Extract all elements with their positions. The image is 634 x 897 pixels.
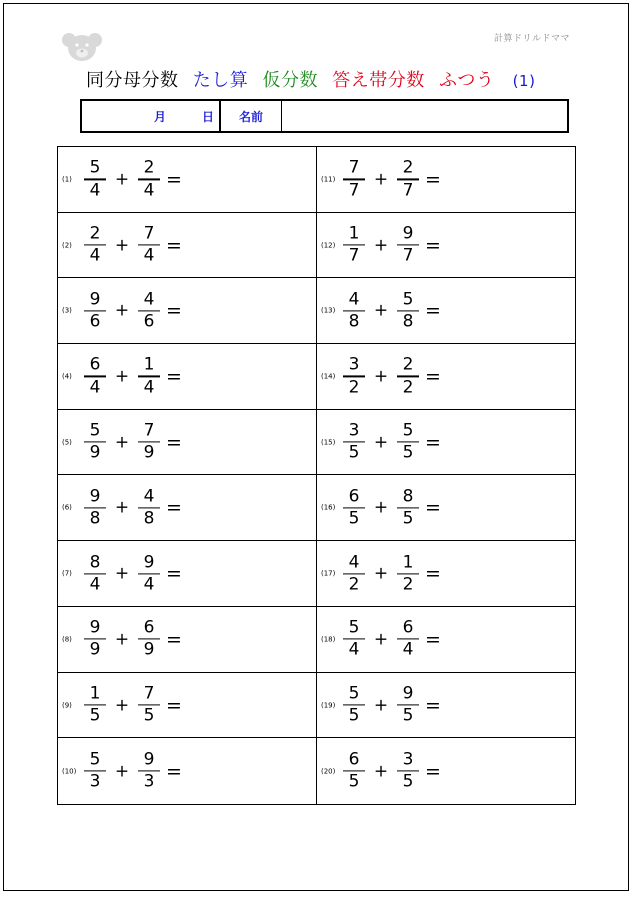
fraction-a [343, 553, 365, 594]
numerator: 5 [89, 749, 101, 770]
equals-sign: = [166, 431, 182, 454]
title-sheet-number: (1) [512, 72, 536, 90]
fraction-b [138, 751, 160, 792]
equals-sign: = [425, 562, 441, 585]
problem-cell[interactable] [58, 278, 317, 344]
fraction-b [138, 159, 160, 200]
fraction-b [397, 422, 419, 463]
fraction-b [397, 487, 419, 528]
problem-cell[interactable] [317, 607, 575, 673]
numerator: 5 [402, 420, 414, 441]
problem [321, 619, 441, 660]
denominator: 4 [143, 179, 155, 200]
denominator: 4 [89, 245, 101, 266]
fraction-b [138, 553, 160, 594]
fraction-b [397, 356, 419, 397]
denominator: 3 [143, 771, 155, 792]
plus-sign: + [114, 366, 130, 387]
numerator: 3 [348, 420, 360, 441]
denominator: 2 [348, 574, 360, 595]
problem [321, 553, 441, 594]
equals-sign: = [425, 234, 441, 257]
numerator: 5 [348, 617, 360, 638]
title-fraction-type: 仮分数 [262, 70, 318, 91]
numerator: 2 [89, 223, 101, 244]
problem [62, 356, 182, 397]
denominator: 4 [89, 377, 101, 398]
numerator: 6 [89, 354, 101, 375]
fraction-a [84, 356, 106, 397]
problem [321, 684, 441, 725]
denominator: 5 [143, 705, 155, 726]
fraction-a [343, 290, 365, 331]
fraction-a [343, 487, 365, 528]
numerator: 3 [348, 354, 360, 375]
equals-sign: = [166, 365, 182, 388]
numerator: 6 [143, 617, 155, 638]
problem-number: (3) [62, 306, 72, 315]
fraction-b [138, 356, 160, 397]
problem-cell[interactable] [58, 673, 317, 739]
numerator: 1 [348, 223, 360, 244]
problem-number: (10) [62, 767, 77, 776]
numerator: 9 [89, 289, 101, 310]
fraction-b [397, 224, 419, 265]
problem [62, 619, 182, 660]
problem-cell[interactable] [58, 475, 317, 541]
problem-number: (13) [321, 306, 336, 315]
problem [62, 159, 182, 200]
fraction-b [138, 224, 160, 265]
equals-sign: = [166, 628, 182, 651]
name-field[interactable] [282, 101, 567, 131]
plus-sign: + [114, 694, 130, 715]
fraction-a [343, 224, 365, 265]
fraction-b [138, 684, 160, 725]
numerator: 7 [143, 420, 155, 441]
problem-number: (19) [321, 700, 336, 709]
fraction-b [397, 159, 419, 200]
problem [321, 159, 441, 200]
problem-cell[interactable] [317, 278, 575, 344]
denominator: 7 [348, 179, 360, 200]
denominator: 4 [143, 377, 155, 398]
fraction-b [397, 684, 419, 725]
numerator: 5 [348, 683, 360, 704]
problem [321, 422, 441, 463]
problem-number: (12) [321, 241, 336, 250]
equals-sign: = [166, 496, 182, 519]
denominator: 9 [143, 442, 155, 463]
problem-cell[interactable] [58, 147, 317, 213]
plus-sign: + [373, 169, 389, 190]
numerator: 6 [402, 617, 414, 638]
plus-sign: + [373, 761, 389, 782]
equals-sign: = [425, 496, 441, 519]
denominator: 5 [348, 771, 360, 792]
title-answer-type: 答え帯分数 [332, 70, 425, 91]
problem-cell[interactable] [317, 475, 575, 541]
date-name-bar [80, 99, 569, 133]
plus-sign: + [114, 629, 130, 650]
plus-sign: + [114, 235, 130, 256]
denominator: 4 [89, 179, 101, 200]
problem-cell[interactable] [317, 213, 575, 279]
fraction-a [84, 159, 106, 200]
denominator: 2 [402, 377, 414, 398]
problem [321, 356, 441, 397]
plus-sign: + [114, 169, 130, 190]
equals-sign: = [166, 234, 182, 257]
numerator: 4 [143, 289, 155, 310]
problem-number: (2) [62, 241, 72, 250]
plus-sign: + [373, 366, 389, 387]
denominator: 5 [348, 442, 360, 463]
fraction-a [84, 553, 106, 594]
plus-sign: + [114, 497, 130, 518]
problem-number: (18) [321, 635, 336, 644]
denominator: 4 [402, 639, 414, 660]
fraction-a [343, 684, 365, 725]
equals-sign: = [166, 562, 182, 585]
problem-number: (1) [62, 175, 72, 184]
numerator: 9 [143, 749, 155, 770]
problem [62, 422, 182, 463]
numerator: 8 [89, 551, 101, 572]
plus-sign: + [373, 629, 389, 650]
numerator: 4 [348, 289, 360, 310]
fraction-a [84, 751, 106, 792]
numerator: 5 [89, 420, 101, 441]
fraction-b [138, 422, 160, 463]
denominator: 5 [402, 442, 414, 463]
plus-sign: + [373, 235, 389, 256]
denominator: 5 [89, 705, 101, 726]
problem-cell[interactable] [317, 147, 575, 213]
problem [321, 290, 441, 331]
problem-grid [57, 146, 576, 805]
plus-sign: + [114, 300, 130, 321]
numerator: 6 [348, 486, 360, 507]
problem-cell[interactable] [58, 213, 317, 279]
equals-sign: = [166, 299, 182, 322]
page-title [86, 66, 543, 92]
numerator: 8 [402, 486, 414, 507]
denominator: 6 [143, 311, 155, 332]
denominator: 7 [402, 179, 414, 200]
equals-sign: = [425, 431, 441, 454]
title-topic: 同分母分数 [86, 70, 179, 91]
fraction-a [343, 159, 365, 200]
numerator: 9 [402, 683, 414, 704]
numerator: 7 [143, 223, 155, 244]
denominator: 5 [402, 508, 414, 529]
fraction-b [397, 290, 419, 331]
equals-sign: = [166, 760, 182, 783]
plus-sign: + [373, 563, 389, 584]
denominator: 4 [348, 639, 360, 660]
plus-sign: + [373, 497, 389, 518]
problem-cell[interactable] [58, 410, 317, 476]
plus-sign: + [373, 300, 389, 321]
fraction-a [84, 487, 106, 528]
denominator: 9 [89, 639, 101, 660]
problem-cell[interactable] [317, 673, 575, 739]
fraction-b [397, 619, 419, 660]
problem-number: (9) [62, 700, 72, 709]
bear-logo-icon [61, 31, 103, 63]
problem [62, 751, 182, 792]
numerator: 5 [402, 289, 414, 310]
equals-sign: = [425, 760, 441, 783]
equals-sign: = [425, 299, 441, 322]
problem [62, 224, 182, 265]
problem-number: (17) [321, 569, 336, 578]
denominator: 4 [143, 245, 155, 266]
fraction-b [138, 487, 160, 528]
fraction-a [84, 684, 106, 725]
problem [321, 487, 441, 528]
title-operation: たし算 [192, 70, 249, 91]
name-label: 名前 [221, 101, 282, 131]
denominator: 2 [348, 377, 360, 398]
problem-number: (7) [62, 569, 72, 578]
problem [321, 751, 441, 792]
problem-cell[interactable] [317, 541, 575, 607]
day-label: 日 [202, 110, 215, 124]
problem-cell[interactable] [58, 541, 317, 607]
denominator: 6 [89, 311, 101, 332]
denominator: 8 [348, 311, 360, 332]
fraction-b [138, 619, 160, 660]
fraction-b [138, 290, 160, 331]
denominator: 5 [402, 705, 414, 726]
plus-sign: + [373, 694, 389, 715]
numerator: 6 [348, 749, 360, 770]
fraction-a [343, 356, 365, 397]
numerator: 2 [402, 354, 414, 375]
problem-cell[interactable] [58, 607, 317, 673]
denominator: 5 [348, 705, 360, 726]
fraction-a [343, 422, 365, 463]
denominator: 8 [89, 508, 101, 529]
problem-number: (6) [62, 503, 72, 512]
problem-cell[interactable] [317, 738, 575, 804]
brand-name: 計算ドリルドママ [493, 34, 570, 44]
denominator: 7 [348, 245, 360, 266]
problem [62, 553, 182, 594]
numerator: 1 [89, 683, 101, 704]
problem [62, 684, 182, 725]
denominator: 5 [402, 771, 414, 792]
numerator: 1 [143, 354, 155, 375]
problem-cell[interactable] [317, 344, 575, 410]
problem [62, 487, 182, 528]
equals-sign: = [425, 168, 441, 191]
numerator: 1 [402, 551, 414, 572]
numerator: 5 [89, 157, 101, 178]
fraction-a [84, 290, 106, 331]
numerator: 9 [402, 223, 414, 244]
numerator: 4 [143, 486, 155, 507]
date-field[interactable] [82, 101, 221, 131]
equals-sign: = [166, 168, 182, 191]
fraction-b [397, 553, 419, 594]
numerator: 4 [348, 551, 360, 572]
fraction-b [397, 751, 419, 792]
numerator: 9 [89, 486, 101, 507]
problem-number: (4) [62, 372, 72, 381]
fraction-a [84, 619, 106, 660]
numerator: 2 [402, 157, 414, 178]
problem [62, 290, 182, 331]
problem-number: (15) [321, 438, 336, 447]
fraction-a [343, 619, 365, 660]
numerator: 9 [143, 551, 155, 572]
fraction-a [84, 422, 106, 463]
fraction-a [84, 224, 106, 265]
denominator: 9 [89, 442, 101, 463]
problem-number: (14) [321, 372, 336, 381]
problem-number: (11) [321, 175, 336, 184]
denominator: 9 [143, 639, 155, 660]
denominator: 7 [402, 245, 414, 266]
denominator: 8 [143, 508, 155, 529]
numerator: 2 [143, 157, 155, 178]
plus-sign: + [114, 563, 130, 584]
equals-sign: = [425, 628, 441, 651]
equals-sign: = [425, 365, 441, 388]
problem-cell[interactable] [58, 738, 317, 804]
equals-sign: = [425, 693, 441, 716]
denominator: 4 [143, 574, 155, 595]
denominator: 8 [402, 311, 414, 332]
problem-number: (16) [321, 503, 336, 512]
numerator: 7 [143, 683, 155, 704]
problem-number: (5) [62, 438, 72, 447]
denominator: 3 [89, 771, 101, 792]
plus-sign: + [114, 761, 130, 782]
denominator: 5 [348, 508, 360, 529]
problem-number: (20) [321, 767, 336, 776]
title-difficulty: ふつう [438, 70, 495, 91]
problem [321, 224, 441, 265]
numerator: 7 [348, 157, 360, 178]
fraction-a [343, 751, 365, 792]
problem-cell[interactable] [317, 410, 575, 476]
problem-number: (8) [62, 635, 72, 644]
problem-cell[interactable] [58, 344, 317, 410]
denominator: 2 [402, 574, 414, 595]
plus-sign: + [373, 432, 389, 453]
denominator: 4 [89, 574, 101, 595]
plus-sign: + [114, 432, 130, 453]
month-label: 月 [154, 110, 167, 124]
numerator: 9 [89, 617, 101, 638]
numerator: 3 [402, 749, 414, 770]
equals-sign: = [166, 693, 182, 716]
